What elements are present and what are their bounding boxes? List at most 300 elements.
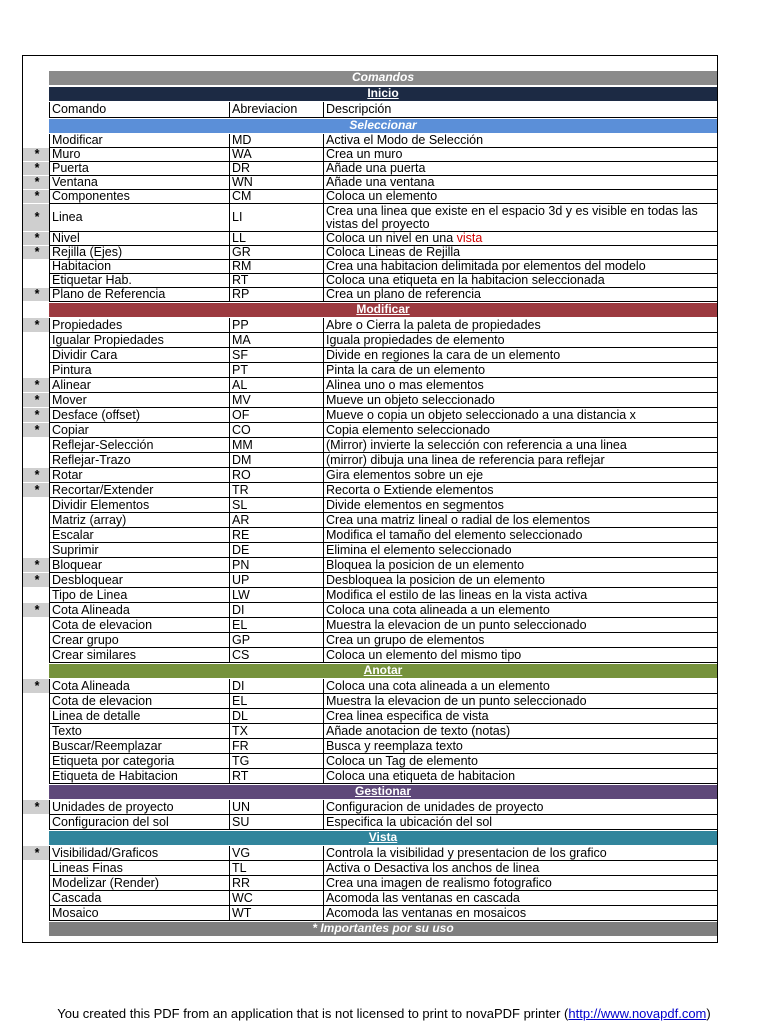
command-description [323, 694, 717, 709]
table-row [23, 232, 717, 246]
description-text: Coloca una cota alineada a un elemento [326, 603, 550, 617]
table-row [23, 162, 717, 176]
table-row [23, 588, 717, 603]
command-description [323, 260, 717, 274]
section-seleccionar-row [23, 118, 717, 134]
description-text: (Mirror) invierte la selección con referencia a una linea [326, 438, 627, 452]
table-row [23, 176, 717, 190]
description-text: Coloca un nivel en una [326, 232, 457, 245]
command-description [323, 246, 717, 260]
command-shortcut: RO [229, 468, 323, 483]
command-name: Etiquetar Hab. [49, 274, 229, 288]
importance-marker [23, 438, 49, 453]
section-inicio-row [23, 86, 717, 102]
section-anotar-label: Anotar [363, 663, 403, 677]
command-name: Alinear [49, 378, 229, 393]
importance-marker: * [23, 246, 49, 260]
importance-marker: * [23, 483, 49, 498]
table-row [23, 891, 717, 906]
command-description [323, 769, 717, 784]
command-name: Plano de Referencia [49, 288, 229, 302]
importance-marker [23, 134, 49, 148]
command-description [323, 528, 717, 543]
description-text: Elimina el elemento seleccionado [326, 543, 512, 557]
command-shortcut: CM [229, 190, 323, 204]
importance-marker: * [23, 423, 49, 438]
table-row [23, 633, 717, 648]
command-description [323, 588, 717, 603]
importance-marker [23, 709, 49, 724]
importance-marker: * [23, 558, 49, 573]
command-name: Modelizar (Render) [49, 876, 229, 891]
table-row [23, 408, 717, 423]
command-name: Propiedades [49, 318, 229, 333]
command-shortcut: TL [229, 861, 323, 876]
importance-marker [23, 333, 49, 348]
command-shortcut: PT [229, 363, 323, 378]
command-shortcut: TG [229, 754, 323, 769]
description-text: Pinta la cara de un elemento [326, 363, 486, 377]
header-blank [23, 102, 49, 118]
command-description [323, 204, 717, 232]
command-shortcut: RR [229, 876, 323, 891]
importance-marker: * [23, 288, 49, 302]
importance-marker: * [23, 204, 49, 232]
importance-marker: * [23, 393, 49, 408]
command-name: Reflejar-Selección [49, 438, 229, 453]
importance-marker [23, 274, 49, 288]
command-description [323, 754, 717, 769]
command-shortcut: RE [229, 528, 323, 543]
command-description [323, 148, 717, 162]
command-shortcut: DE [229, 543, 323, 558]
description-text: Especifica la ubicación del sol [326, 815, 493, 829]
section-vista-band [49, 831, 717, 845]
table-row [23, 363, 717, 378]
command-name: Cota Alineada [49, 603, 229, 618]
description-text: Acomoda las ventanas en mosaicos [326, 906, 527, 920]
command-description [323, 876, 717, 891]
command-name: Dividir Cara [49, 348, 229, 363]
table-row [23, 348, 717, 363]
command-shortcut: DI [229, 603, 323, 618]
description-text: Desbloquea la posicion de un elemento [326, 573, 545, 587]
command-shortcut: RP [229, 288, 323, 302]
command-shortcut: WC [229, 891, 323, 906]
importance-marker [23, 543, 49, 558]
command-description [323, 162, 717, 176]
description-text: Controla la visibilidad y presentacion de los grafico [326, 846, 607, 860]
importance-marker: * [23, 468, 49, 483]
command-shortcut: WT [229, 906, 323, 921]
description-text: Coloca una etiqueta de habitacion [326, 769, 516, 783]
command-shortcut: MV [229, 393, 323, 408]
description-text: Crea una habitacion delimitada por elementos del modelo [326, 260, 646, 273]
importance-marker [23, 618, 49, 633]
command-description [323, 846, 717, 861]
importance-marker: * [23, 603, 49, 618]
command-name: Pintura [49, 363, 229, 378]
section-vista-label: Vista [368, 830, 398, 844]
table-row [23, 288, 717, 302]
command-description [323, 232, 717, 246]
description-text: Crea un grupo de elementos [326, 633, 485, 647]
table-row [23, 861, 717, 876]
command-name: Cota Alineada [49, 679, 229, 694]
table-row [23, 378, 717, 393]
command-description [323, 513, 717, 528]
command-description [323, 679, 717, 694]
command-shortcut: LL [229, 232, 323, 246]
description-text: Recorta o Extiende elementos [326, 483, 494, 497]
table-row [23, 393, 717, 408]
command-shortcut: FR [229, 739, 323, 754]
command-description [323, 274, 717, 288]
table-row [23, 318, 717, 333]
command-shortcut: DR [229, 162, 323, 176]
command-description [323, 363, 717, 378]
command-description [323, 815, 717, 830]
section-modificar-band [49, 303, 717, 317]
description-text: Crea un plano de referencia [326, 288, 481, 301]
table-row [23, 148, 717, 162]
importance-marker [23, 648, 49, 663]
command-shortcut: RT [229, 274, 323, 288]
command-name: Linea de detalle [49, 709, 229, 724]
table-row [23, 246, 717, 260]
table-row [23, 204, 717, 232]
description-text: Crea una linea que existe en el espacio 3d y es visible en todas las vistas del proyecto [326, 204, 698, 231]
description-text: Mueve un objeto seleccionado [326, 393, 495, 407]
table-header [23, 102, 717, 118]
command-description [323, 190, 717, 204]
importance-marker: * [23, 573, 49, 588]
table-row [23, 694, 717, 709]
footnote-label: * Importantes por su uso [312, 921, 454, 935]
command-name: Recortar/Extender [49, 483, 229, 498]
command-name: Puerta [49, 162, 229, 176]
command-name: Etiqueta de Habitacion [49, 769, 229, 784]
title-row [23, 70, 717, 86]
command-description [323, 318, 717, 333]
command-name: Crear similares [49, 648, 229, 663]
description-text: Mueve o copia un objeto seleccionado a una distancia x [326, 408, 636, 422]
command-description [323, 453, 717, 468]
command-description [323, 573, 717, 588]
table-row [23, 573, 717, 588]
importance-marker [23, 363, 49, 378]
command-shortcut: TR [229, 483, 323, 498]
section-modificar-row [23, 302, 717, 318]
description-text: Coloca un elemento [326, 190, 438, 203]
command-shortcut: UP [229, 573, 323, 588]
command-shortcut: DL [229, 709, 323, 724]
command-shortcut: EL [229, 694, 323, 709]
command-shortcut: MM [229, 438, 323, 453]
description-text: Divide en regiones la cara de un elemento [326, 348, 561, 362]
command-shortcut: GP [229, 633, 323, 648]
importance-marker [23, 876, 49, 891]
command-name: Reflejar-Trazo [49, 453, 229, 468]
importance-marker [23, 724, 49, 739]
importance-marker [23, 906, 49, 921]
command-description [323, 498, 717, 513]
command-shortcut: VG [229, 846, 323, 861]
command-name: Escalar [49, 528, 229, 543]
table-row [23, 876, 717, 891]
importance-marker: * [23, 318, 49, 333]
command-description [323, 633, 717, 648]
importance-marker [23, 891, 49, 906]
table-row [23, 739, 717, 754]
title-band [49, 71, 717, 85]
description-text: Crea una matriz lineal o radial de los elementos [326, 513, 591, 527]
footer-close: ) [706, 1006, 711, 1021]
description-text: Coloca un elemento del mismo tipo [326, 648, 522, 662]
table-row [23, 558, 717, 573]
pdf-footer [0, 1006, 768, 1021]
table-row [23, 333, 717, 348]
command-description [323, 176, 717, 190]
importance-marker [23, 513, 49, 528]
section-inicio-label: Inicio [367, 86, 399, 100]
table-row [23, 754, 717, 769]
table-row [23, 513, 717, 528]
description-text: Añade una puerta [326, 162, 426, 175]
command-shortcut: PN [229, 558, 323, 573]
command-description [323, 724, 717, 739]
footnote-band [49, 922, 717, 936]
importance-marker [23, 815, 49, 830]
command-name: Texto [49, 724, 229, 739]
importance-marker [23, 694, 49, 709]
description-text: Muestra la elevacion de un punto seleccionado [326, 694, 587, 708]
command-name: Desface (offset) [49, 408, 229, 423]
description-text: Bloquea la posicion de un elemento [326, 558, 525, 572]
section-anotar-band [49, 664, 717, 678]
command-description [323, 648, 717, 663]
description-text: Crea una imagen de realismo fotografico [326, 876, 552, 890]
importance-marker: * [23, 190, 49, 204]
table-row [23, 438, 717, 453]
command-shortcut: GR [229, 246, 323, 260]
column-header-abreviacion: Abreviacion [229, 102, 323, 118]
table-row [23, 543, 717, 558]
description-text: Coloca una etiqueta en la habitacion seleccionada [326, 274, 605, 287]
importance-marker [23, 453, 49, 468]
description-text: Alinea uno o mas elementos [326, 378, 484, 392]
table-row [23, 769, 717, 784]
importance-marker: * [23, 679, 49, 694]
table-row [23, 483, 717, 498]
importance-marker [23, 754, 49, 769]
command-shortcut: DM [229, 453, 323, 468]
command-shortcut: CO [229, 423, 323, 438]
table-row [23, 815, 717, 830]
table-row [23, 618, 717, 633]
description-text: Añade una ventana [326, 176, 435, 189]
description-text: Copia elemento seleccionado [326, 423, 490, 437]
section-gestionar-label: Gestionar [354, 784, 411, 798]
importance-marker [23, 260, 49, 274]
command-description [323, 423, 717, 438]
command-name: Rejilla (Ejes) [49, 246, 229, 260]
command-description [323, 618, 717, 633]
table-row [23, 800, 717, 815]
description-text: Busca y reemplaza texto [326, 739, 463, 753]
commands-sheet [22, 55, 718, 943]
importance-marker [23, 498, 49, 513]
importance-marker: * [23, 846, 49, 861]
table-row [23, 423, 717, 438]
importance-marker: * [23, 162, 49, 176]
command-name: Mover [49, 393, 229, 408]
command-shortcut: OF [229, 408, 323, 423]
command-shortcut: MA [229, 333, 323, 348]
command-description [323, 906, 717, 921]
command-shortcut: AR [229, 513, 323, 528]
command-shortcut: MD [229, 134, 323, 148]
importance-marker: * [23, 800, 49, 815]
description-text: Activa o Desactiva los anchos de linea [326, 861, 540, 875]
section-seleccionar-label: Seleccionar [349, 118, 417, 132]
command-name: Etiqueta por categoria [49, 754, 229, 769]
command-shortcut: RM [229, 260, 323, 274]
table-row [23, 846, 717, 861]
command-description [323, 333, 717, 348]
description-text: Coloca un Tag de elemento [326, 754, 478, 768]
command-description [323, 800, 717, 815]
table-row [23, 724, 717, 739]
section-anotar-row [23, 663, 717, 679]
command-description [323, 438, 717, 453]
description-text: Modifica el tamaño del elemento seleccionado [326, 528, 583, 542]
command-name: Rotar [49, 468, 229, 483]
column-header-descripcion: Descripción [323, 102, 717, 118]
command-name: Cascada [49, 891, 229, 906]
table-row [23, 468, 717, 483]
command-description [323, 468, 717, 483]
command-name: Desbloquear [49, 573, 229, 588]
importance-marker [23, 861, 49, 876]
command-name: Matriz (array) [49, 513, 229, 528]
column-header-comando: Comando [49, 102, 229, 118]
description-text: Iguala propiedades de elemento [326, 333, 505, 347]
importance-marker [23, 588, 49, 603]
command-shortcut: WA [229, 148, 323, 162]
command-shortcut: LI [229, 204, 323, 232]
command-description [323, 739, 717, 754]
command-description [323, 134, 717, 148]
description-text: Muestra la elevacion de un punto seleccionado [326, 618, 587, 632]
command-shortcut: CS [229, 648, 323, 663]
command-name: Habitacion [49, 260, 229, 274]
table-row [23, 260, 717, 274]
section-vista-row [23, 830, 717, 846]
command-name: Modificar [49, 134, 229, 148]
command-name: Dividir Elementos [49, 498, 229, 513]
table-row [23, 906, 717, 921]
command-description [323, 288, 717, 302]
command-name: Visibilidad/Graficos [49, 846, 229, 861]
description-text: Abre o Cierra la paleta de propiedades [326, 318, 541, 332]
command-name: Copiar [49, 423, 229, 438]
importance-marker: * [23, 176, 49, 190]
command-description [323, 348, 717, 363]
command-description [323, 393, 717, 408]
importance-marker: * [23, 378, 49, 393]
table-row [23, 190, 717, 204]
command-description [323, 861, 717, 876]
section-seleccionar-band [49, 119, 717, 133]
command-shortcut: SF [229, 348, 323, 363]
description-text: Coloca Lineas de Rejilla [326, 246, 461, 259]
table-row [23, 679, 717, 694]
command-name: Ventana [49, 176, 229, 190]
command-name: Tipo de Linea [49, 588, 229, 603]
command-name: Mosaico [49, 906, 229, 921]
command-shortcut: SL [229, 498, 323, 513]
footnote-row [23, 921, 717, 937]
description-text: Crea un muro [326, 148, 403, 161]
description-highlight: vista [456, 232, 483, 245]
table-row [23, 134, 717, 148]
importance-marker: * [23, 232, 49, 246]
description-text: Añade anotacion de texto (notas) [326, 724, 511, 738]
importance-marker [23, 739, 49, 754]
command-name: Unidades de proyecto [49, 800, 229, 815]
description-text: (mirror) dibuja una linea de referencia para reflejar [326, 453, 605, 467]
table-row [23, 274, 717, 288]
table-row [23, 453, 717, 468]
command-shortcut: SU [229, 815, 323, 830]
command-name: Cota de elevacion [49, 618, 229, 633]
description-text: Modifica el estilo de las lineas en la vista activa [326, 588, 588, 602]
table-row [23, 528, 717, 543]
description-text: Configuracion de unidades de proyecto [326, 800, 544, 814]
importance-marker [23, 769, 49, 784]
description-text: Gira elementos sobre un eje [326, 468, 484, 482]
command-name: Componentes [49, 190, 229, 204]
command-name: Crear grupo [49, 633, 229, 648]
importance-marker: * [23, 408, 49, 423]
command-shortcut: TX [229, 724, 323, 739]
description-text: Coloca una cota alineada a un elemento [326, 679, 550, 693]
table-row [23, 648, 717, 663]
command-shortcut: LW [229, 588, 323, 603]
importance-marker: * [23, 148, 49, 162]
command-name: Suprimir [49, 543, 229, 558]
command-description [323, 558, 717, 573]
section-modificar-label: Modificar [356, 302, 410, 316]
command-name: Nivel [49, 232, 229, 246]
title-label: Comandos [351, 70, 414, 84]
command-description [323, 483, 717, 498]
footer-text: You created this PDF from an application that is not licensed to print to novaPDF printer ( [57, 1006, 569, 1021]
table-row [23, 498, 717, 513]
table-row [23, 603, 717, 618]
command-name: Lineas Finas [49, 861, 229, 876]
command-description [323, 709, 717, 724]
footer-link[interactable]: http://www.novapdf.com [568, 1006, 707, 1021]
command-shortcut: UN [229, 800, 323, 815]
command-name: Bloquear [49, 558, 229, 573]
importance-marker [23, 633, 49, 648]
command-name: Linea [49, 204, 229, 232]
command-name: Buscar/Reemplazar [49, 739, 229, 754]
table-row [23, 709, 717, 724]
command-shortcut: WN [229, 176, 323, 190]
